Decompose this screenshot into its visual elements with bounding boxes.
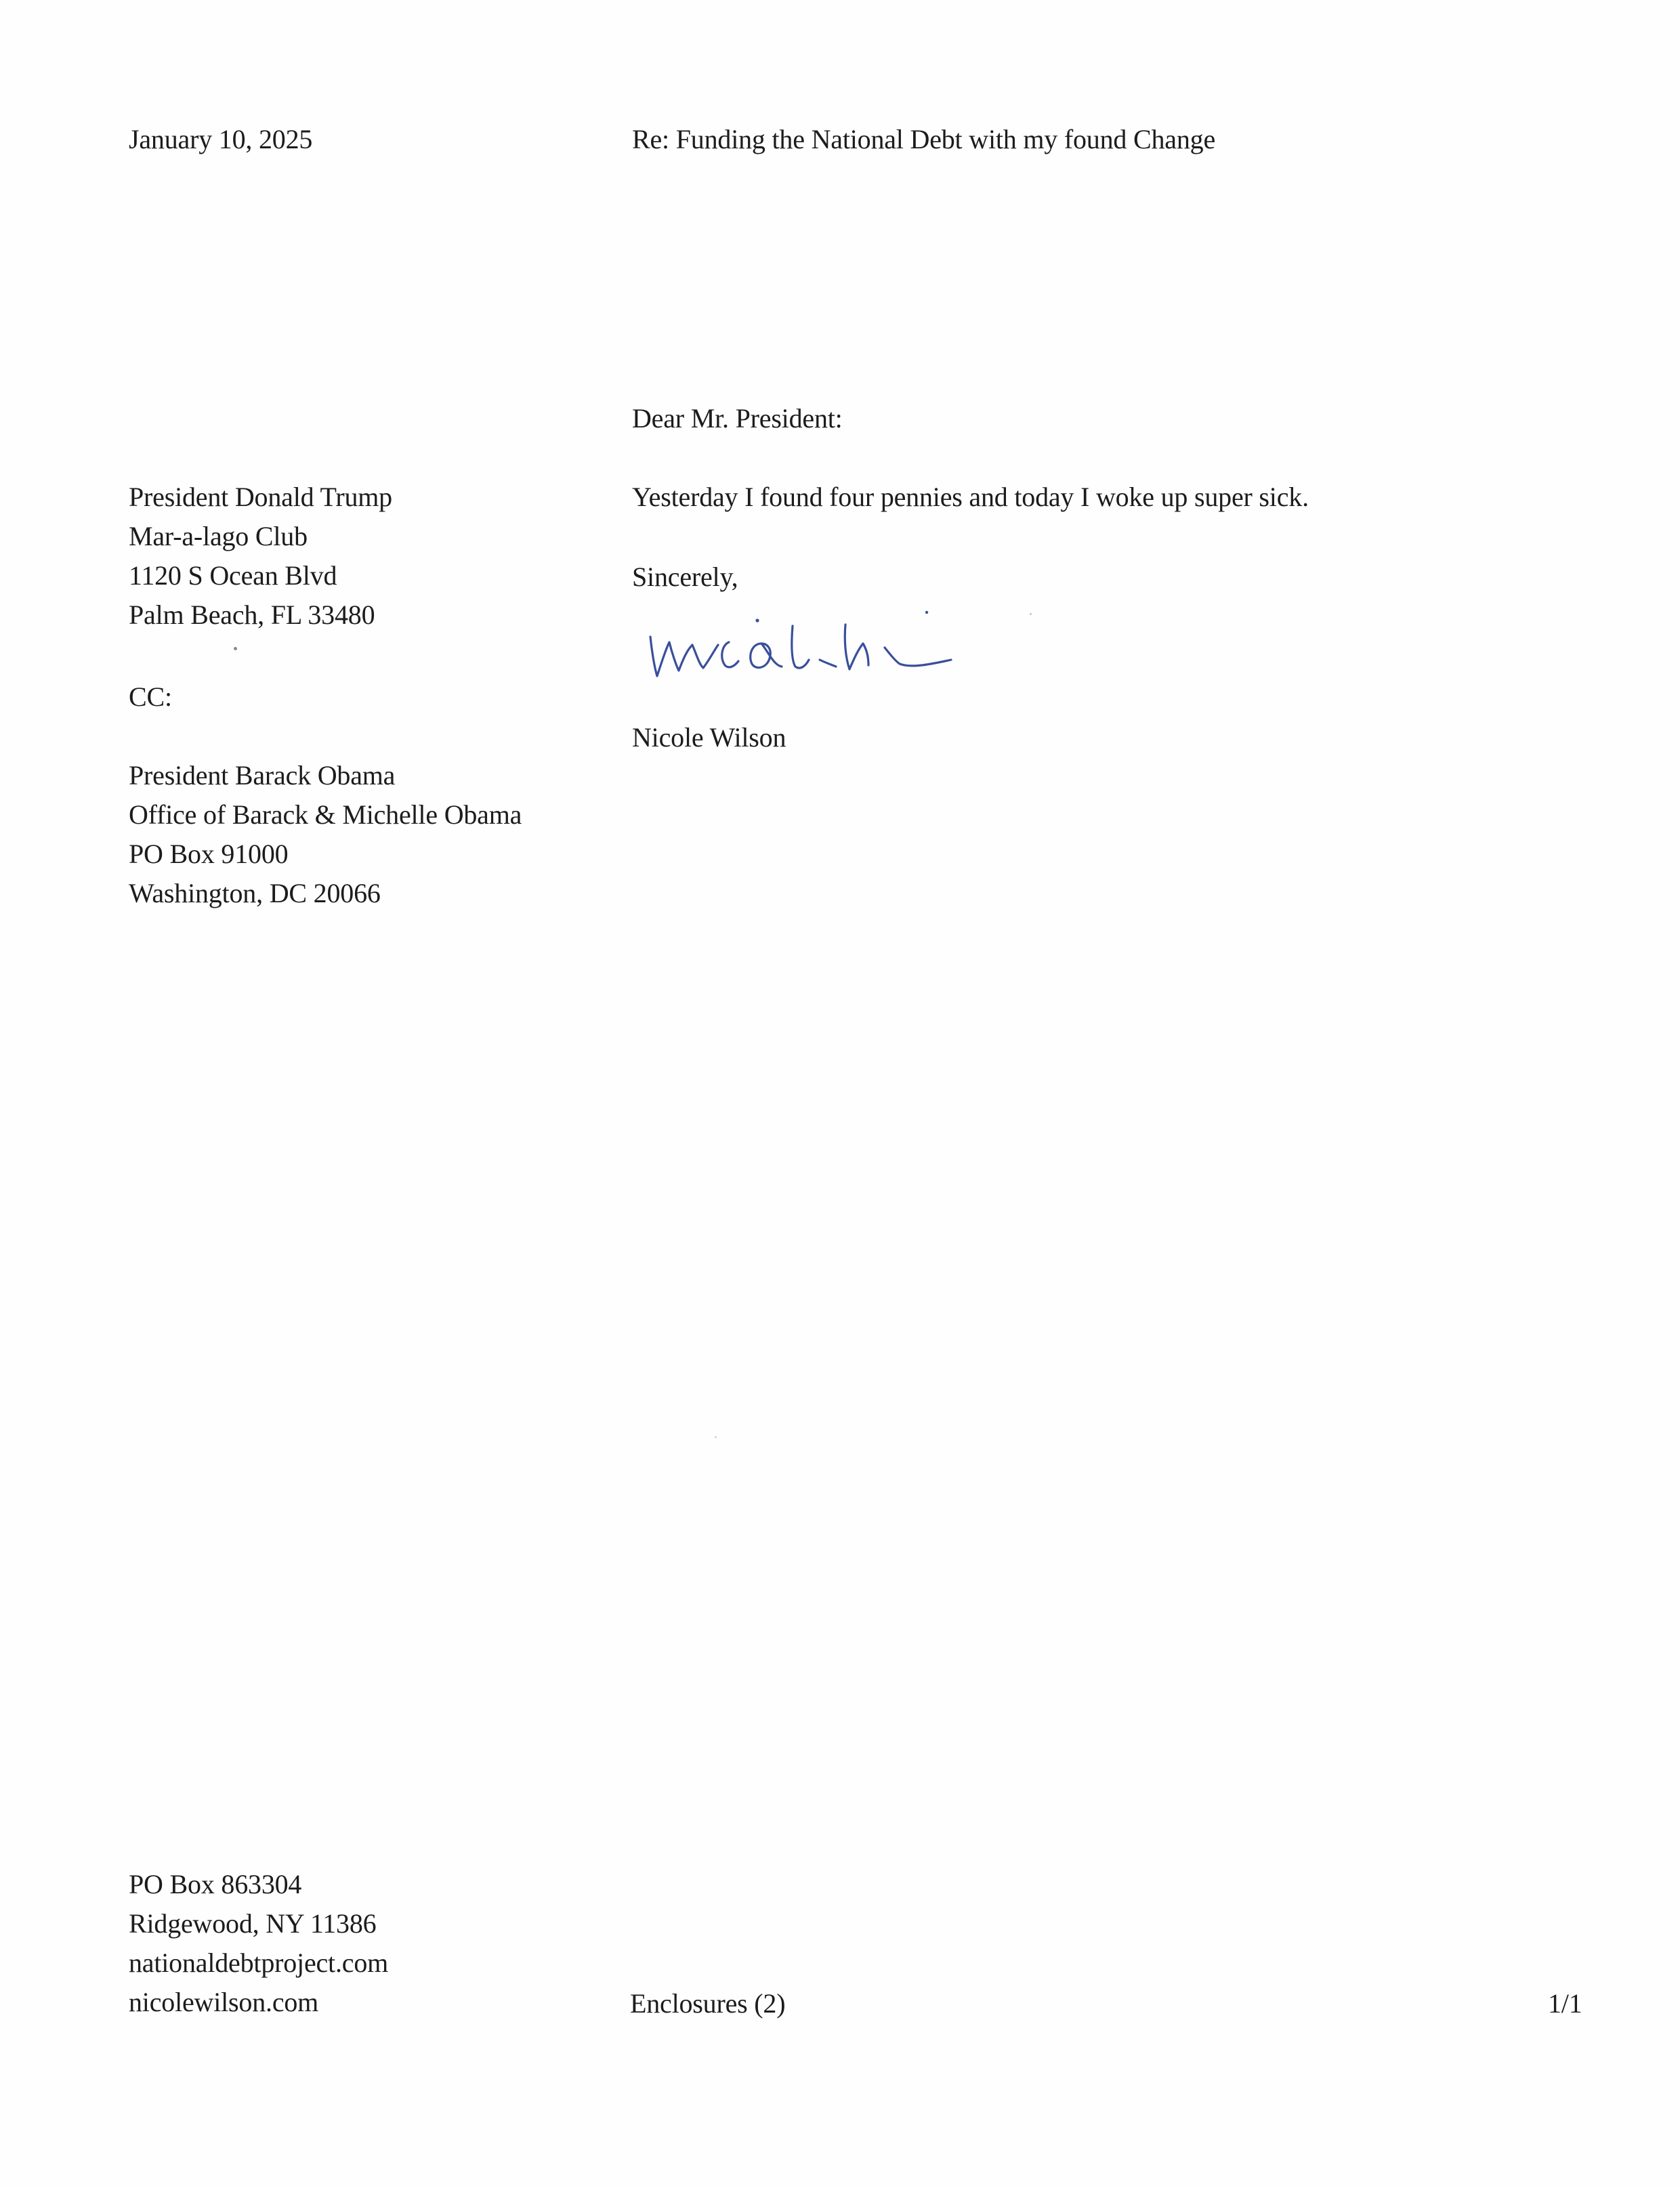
recipient-line: 1120 S Ocean Blvd bbox=[129, 560, 337, 591]
recipient-line: President Donald Trump bbox=[129, 482, 392, 512]
cc-line: Washington, DC 20066 bbox=[129, 878, 381, 908]
recipient-line: Palm Beach, FL 33480 bbox=[129, 599, 375, 630]
signer-name: Nicole Wilson bbox=[632, 722, 786, 753]
salutation: Dear Mr. President: bbox=[632, 403, 843, 434]
recipient-address bbox=[129, 478, 392, 635]
closing: Sincerely, bbox=[632, 562, 738, 592]
scan-speck bbox=[1030, 613, 1032, 615]
letter-subject: Re: Funding the National Debt with my found Change bbox=[632, 124, 1215, 154]
cc-line: Office of Barack & Michelle Obama bbox=[129, 799, 522, 830]
page-number: 1/1 bbox=[1548, 1988, 1582, 2019]
cc-line: PO Box 91000 bbox=[129, 839, 289, 869]
enclosures-note: Enclosures (2) bbox=[630, 1988, 786, 2019]
sender-line: nationaldebtproject.com bbox=[129, 1948, 389, 1978]
scan-speck bbox=[234, 647, 237, 650]
sender-line: Ridgewood, NY 11386 bbox=[129, 1908, 377, 1939]
letter-date: January 10, 2025 bbox=[129, 124, 313, 154]
sender-address bbox=[129, 1865, 388, 2022]
cc-address bbox=[129, 756, 522, 913]
handwritten-signature bbox=[642, 603, 967, 691]
cc-line: President Barack Obama bbox=[129, 760, 396, 791]
cc-label: CC: bbox=[129, 681, 172, 712]
letter-body: Yesterday I found four pennies and today I woke up super sick. bbox=[632, 482, 1309, 512]
recipient-line: Mar-a-lago Club bbox=[129, 521, 308, 551]
sender-line: PO Box 863304 bbox=[129, 1869, 302, 1899]
scan-speck bbox=[715, 1436, 717, 1438]
sender-line: nicolewilson.com bbox=[129, 1987, 319, 2017]
